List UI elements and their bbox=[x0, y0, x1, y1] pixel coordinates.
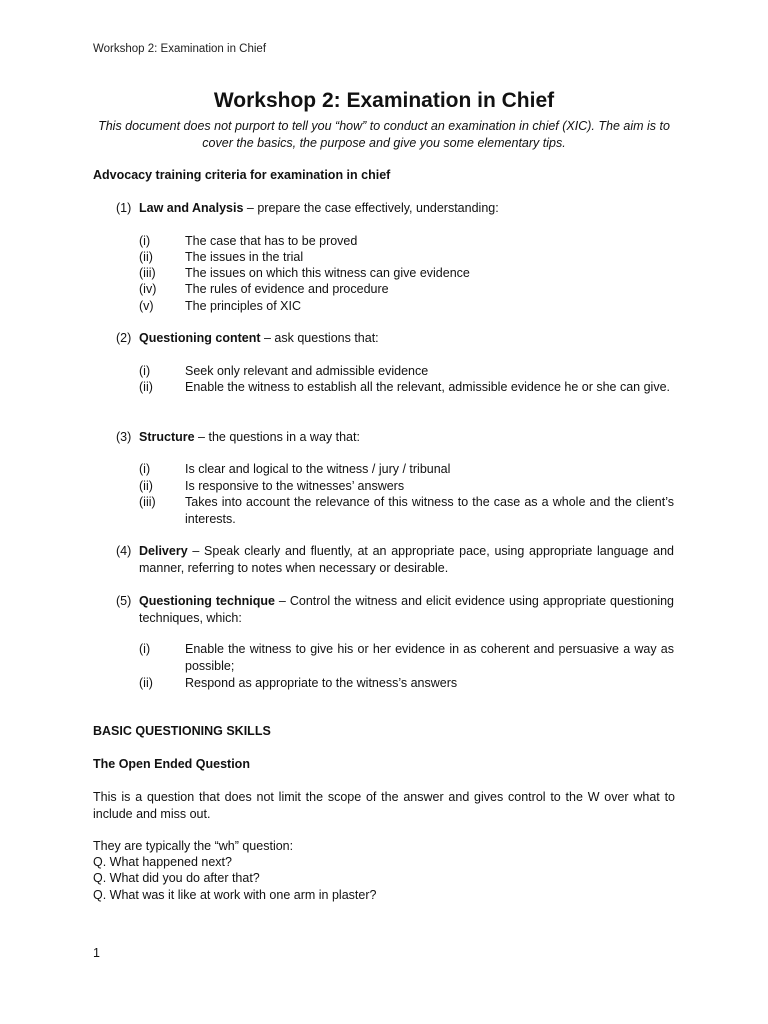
list-item: Is responsive to the witnesses’ answers bbox=[185, 479, 405, 493]
item-numeral: (i) bbox=[139, 642, 151, 656]
item-numeral: (iii) bbox=[139, 495, 156, 509]
example-question: Q. What happened next? bbox=[93, 855, 232, 869]
intro-paragraph: This document does not purport to tell you “how” to conduct an examination in chief (XIC). The aim is to cover the basics, the purpose and give you some elementary tips. bbox=[98, 119, 670, 150]
item-numeral: (ii) bbox=[139, 380, 153, 394]
item-numeral: (i) bbox=[139, 234, 151, 248]
criterion-text bbox=[139, 429, 360, 446]
criterion-label: Questioning content bbox=[139, 331, 261, 345]
wh-intro: They are typically the “wh” question: bbox=[93, 839, 294, 853]
criterion-text bbox=[139, 200, 499, 217]
list-item: Respond as appropriate to the witness’s answers bbox=[185, 676, 458, 690]
skills-heading: BASIC QUESTIONING SKILLS bbox=[93, 724, 271, 738]
criterion-description: – Speak clearly and fluently, at an appropriate pace, using appropriate language and manner, referring to notes when necessary or desirable. bbox=[139, 544, 674, 575]
criterion-text bbox=[139, 330, 379, 347]
list-item: Enable the witness to establish all the relevant, admissible evidence he or she can give. bbox=[185, 380, 671, 394]
open-question-paragraph: This is a question that does not limit the scope of the answer and gives control to the W over what to include and miss out. bbox=[93, 790, 675, 821]
criterion-number: (3) bbox=[116, 430, 132, 444]
criterion-label: Law and Analysis bbox=[139, 201, 244, 215]
criterion-description: – prepare the case effectively, understanding: bbox=[243, 201, 499, 215]
criterion-number: (2) bbox=[116, 331, 132, 345]
list-item: The rules of evidence and procedure bbox=[185, 282, 389, 296]
item-numeral: (ii) bbox=[139, 676, 153, 690]
item-numeral: (iv) bbox=[139, 282, 157, 296]
list-item: The principles of XIC bbox=[185, 299, 302, 313]
criterion-number: (5) bbox=[116, 594, 132, 608]
item-numeral: (i) bbox=[139, 462, 151, 476]
criterion-description: – Control the witness and elicit evidence using appropriate questioning techniques, which: bbox=[139, 594, 675, 625]
list-item: Enable the witness to give his or her evidence in as coherent and persuasive a way as possible; bbox=[185, 642, 674, 673]
item-numeral: (iii) bbox=[139, 266, 156, 280]
item-numeral: (v) bbox=[139, 299, 154, 313]
criterion-label: Structure bbox=[139, 430, 195, 444]
page-number: 1 bbox=[93, 946, 100, 960]
criterion-description: – ask questions that: bbox=[260, 331, 379, 345]
item-numeral: (ii) bbox=[139, 250, 153, 264]
criterion-number: (1) bbox=[116, 201, 132, 215]
open-question-heading: The Open Ended Question bbox=[93, 757, 250, 771]
criteria-heading: Advocacy training criteria for examination in chief bbox=[93, 168, 391, 182]
list-item: Is clear and logical to the witness / jury / tribunal bbox=[185, 462, 451, 476]
criterion-text bbox=[139, 593, 674, 626]
list-item: Takes into account the relevance of this witness to the case as a whole and the client’s interests. bbox=[185, 495, 674, 526]
criterion-description: – the questions in a way that: bbox=[194, 430, 360, 444]
example-question: Q. What was it like at work with one arm in plaster? bbox=[93, 888, 377, 902]
item-numeral: (i) bbox=[139, 364, 151, 378]
criterion-number: (4) bbox=[116, 544, 132, 558]
running-header: Workshop 2: Examination in Chief bbox=[93, 43, 267, 55]
criterion-label: Delivery bbox=[139, 544, 188, 558]
list-item: Seek only relevant and admissible evidence bbox=[185, 364, 429, 378]
example-question: Q. What did you do after that? bbox=[93, 871, 260, 885]
item-numeral: (ii) bbox=[139, 479, 153, 493]
list-item: The issues in the trial bbox=[185, 250, 304, 264]
page-title: Workshop 2: Examination in Chief bbox=[213, 89, 555, 112]
list-item: The issues on which this witness can give evidence bbox=[185, 266, 470, 280]
criterion-label: Questioning technique bbox=[139, 594, 275, 608]
list-item: The case that has to be proved bbox=[185, 234, 358, 248]
criterion-text bbox=[139, 543, 674, 576]
